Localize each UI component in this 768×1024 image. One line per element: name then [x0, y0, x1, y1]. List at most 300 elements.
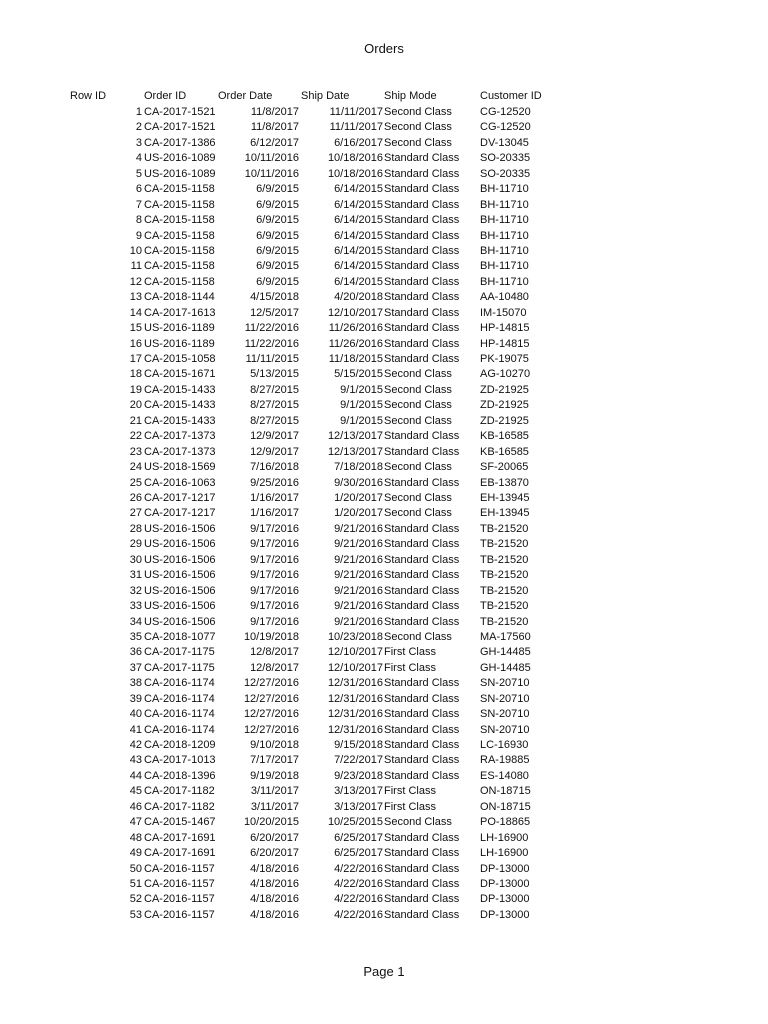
cell-ship-date: 6/16/2017 — [334, 137, 383, 149]
cell-customer-id: EH-13945 — [480, 492, 530, 504]
cell-customer-id: ES-14080 — [480, 770, 529, 782]
cell-row-id: 15 — [129, 322, 142, 334]
cell-ship-mode: Standard Class — [384, 893, 460, 905]
cell-order-id: CA-2015-1158 — [144, 183, 215, 195]
table-row — [0, 398, 768, 413]
cell-order-date: 9/25/2016 — [250, 477, 299, 489]
cell-ship-mode: Standard Class — [384, 909, 460, 921]
cell-row-id: 46 — [129, 801, 142, 813]
cell-ship-mode: Second Class — [384, 461, 452, 473]
cell-row-id: 10 — [129, 245, 142, 257]
cell-row-id: 28 — [129, 523, 142, 535]
table-row — [0, 846, 768, 861]
column-header-customer-id: Customer ID — [480, 90, 542, 102]
cell-ship-mode: Standard Class — [384, 230, 460, 242]
table-row — [0, 522, 768, 537]
table-row — [0, 738, 768, 753]
cell-ship-date: 6/14/2015 — [334, 245, 383, 257]
cell-row-id: 44 — [129, 770, 142, 782]
cell-row-id: 45 — [129, 785, 142, 797]
cell-order-date: 9/17/2016 — [250, 616, 299, 628]
cell-row-id: 27 — [129, 507, 142, 519]
cell-customer-id: BH-11710 — [480, 230, 529, 242]
table-row — [0, 182, 768, 197]
cell-ship-mode: Standard Class — [384, 878, 460, 890]
cell-customer-id: DP-13000 — [480, 863, 530, 875]
table-row — [0, 645, 768, 660]
cell-ship-mode: Standard Class — [384, 847, 460, 859]
cell-order-id: CA-2016-1174 — [144, 724, 215, 736]
cell-order-id: US-2016-1506 — [144, 523, 216, 535]
cell-order-id: CA-2016-1157 — [144, 893, 215, 905]
page-number: Page 1 — [363, 964, 405, 979]
cell-ship-date: 12/31/2016 — [327, 677, 383, 689]
cell-order-date: 6/9/2015 — [256, 260, 299, 272]
table-row — [0, 460, 768, 475]
cell-order-id: CA-2017-1175 — [144, 662, 215, 674]
cell-ship-date: 11/11/2017 — [329, 121, 383, 133]
cell-order-id: CA-2017-1373 — [144, 430, 216, 442]
cell-ship-date: 7/22/2017 — [334, 754, 383, 766]
table-row — [0, 506, 768, 521]
cell-order-date: 9/17/2016 — [250, 569, 299, 581]
cell-order-date: 12/27/2016 — [243, 724, 299, 736]
column-header-order-id: Order ID — [144, 90, 187, 102]
cell-ship-date: 9/1/2015 — [340, 399, 383, 411]
cell-ship-mode: Standard Class — [384, 430, 460, 442]
cell-row-id: 20 — [129, 399, 142, 411]
cell-order-date: 4/18/2016 — [250, 909, 299, 921]
cell-customer-id: AG-10270 — [480, 368, 531, 380]
table-row — [0, 229, 768, 244]
table-row — [0, 800, 768, 815]
cell-ship-mode: Standard Class — [384, 322, 460, 334]
cell-ship-mode: Standard Class — [384, 152, 460, 164]
cell-ship-mode: Standard Class — [384, 214, 460, 226]
cell-order-id: US-2016-1506 — [144, 569, 216, 581]
cell-customer-id: DP-13000 — [480, 909, 530, 921]
cell-row-id: 25 — [129, 477, 142, 489]
table-row — [0, 568, 768, 583]
cell-order-id: CA-2018-1077 — [144, 631, 216, 643]
cell-ship-mode: First Class — [384, 785, 436, 797]
cell-order-id: CA-2017-1217 — [144, 492, 216, 504]
cell-order-date: 4/18/2016 — [250, 893, 299, 905]
cell-ship-mode: Standard Class — [384, 677, 460, 689]
cell-ship-mode: Second Class — [384, 368, 452, 380]
cell-order-id: CA-2017-1182 — [144, 801, 215, 813]
cell-ship-mode: Standard Class — [384, 754, 460, 766]
cell-order-id: CA-2018-1144 — [144, 291, 215, 303]
cell-ship-date: 12/10/2017 — [327, 662, 383, 674]
table-row — [0, 105, 768, 120]
cell-row-id: 14 — [129, 307, 142, 319]
cell-row-id: 50 — [129, 863, 142, 875]
cell-order-id: CA-2015-1433 — [144, 399, 216, 411]
cell-ship-date: 1/20/2017 — [334, 492, 383, 504]
cell-row-id: 13 — [129, 291, 142, 303]
cell-order-date: 6/9/2015 — [256, 183, 299, 195]
table-row — [0, 367, 768, 382]
cell-order-date: 6/20/2017 — [250, 832, 299, 844]
cell-ship-date: 6/14/2015 — [334, 230, 383, 242]
cell-order-date: 12/27/2016 — [243, 677, 299, 689]
cell-ship-mode: First Class — [384, 662, 436, 674]
cell-ship-date: 7/18/2018 — [334, 461, 383, 473]
table-row — [0, 167, 768, 182]
cell-ship-mode: Standard Class — [384, 446, 460, 458]
cell-customer-id: PO-18865 — [480, 816, 531, 828]
cell-order-date: 9/17/2016 — [250, 600, 299, 612]
cell-customer-id: ON-18715 — [480, 801, 531, 813]
cell-row-id: 47 — [129, 816, 142, 828]
cell-order-id: CA-2016-1174 — [144, 708, 215, 720]
cell-customer-id: TB-21520 — [480, 538, 529, 550]
cell-row-id: 53 — [129, 909, 142, 921]
cell-ship-date: 9/21/2016 — [334, 600, 383, 612]
cell-ship-date: 9/21/2016 — [334, 523, 383, 535]
cell-order-date: 6/9/2015 — [256, 214, 299, 226]
cell-customer-id: GH-14485 — [480, 662, 531, 674]
cell-ship-date: 9/1/2015 — [340, 415, 383, 427]
cell-order-id: US-2016-1189 — [144, 338, 215, 350]
cell-row-id: 6 — [135, 183, 142, 195]
cell-ship-date: 9/23/2018 — [334, 770, 383, 782]
cell-ship-mode: Second Class — [384, 415, 452, 427]
cell-ship-mode: Standard Class — [384, 538, 460, 550]
cell-ship-date: 6/14/2015 — [334, 199, 383, 211]
cell-ship-date: 3/13/2017 — [334, 801, 383, 813]
cell-ship-mode: Standard Class — [384, 477, 460, 489]
cell-ship-date: 11/26/2016 — [328, 338, 383, 350]
cell-ship-date: 9/1/2015 — [340, 384, 383, 396]
cell-ship-mode: Standard Class — [384, 199, 460, 211]
cell-order-date: 10/11/2016 — [244, 168, 299, 180]
cell-customer-id: BH-11710 — [480, 276, 529, 288]
cell-ship-mode: Second Class — [384, 507, 452, 519]
cell-customer-id: TB-21520 — [480, 600, 529, 612]
cell-ship-date: 4/22/2016 — [334, 863, 383, 875]
cell-ship-mode: Standard Class — [384, 168, 460, 180]
cell-order-date: 9/10/2018 — [250, 739, 299, 751]
cell-order-id: CA-2017-1013 — [144, 754, 216, 766]
cell-ship-mode: Standard Class — [384, 708, 460, 720]
cell-order-id: CA-2017-1613 — [144, 307, 216, 319]
cell-order-date: 11/22/2016 — [244, 322, 299, 334]
cell-order-date: 12/5/2017 — [250, 307, 299, 319]
cell-ship-mode: Second Class — [384, 106, 452, 118]
cell-row-id: 2 — [135, 121, 142, 133]
cell-ship-date: 1/20/2017 — [334, 507, 383, 519]
cell-customer-id: KB-16585 — [480, 446, 529, 458]
cell-order-id: CA-2018-1209 — [144, 739, 216, 751]
cell-order-id: CA-2017-1691 — [144, 847, 216, 859]
cell-ship-mode: Standard Class — [384, 276, 460, 288]
table-row — [0, 352, 768, 367]
cell-order-id: CA-2015-1467 — [144, 816, 216, 828]
cell-ship-date: 6/14/2015 — [334, 214, 383, 226]
column-header-row-id: Row ID — [70, 90, 107, 102]
cell-order-id: CA-2016-1157 — [144, 878, 215, 890]
cell-customer-id: MA-17560 — [480, 631, 531, 643]
table-row — [0, 692, 768, 707]
cell-ship-date: 10/23/2018 — [327, 631, 383, 643]
cell-order-id: CA-2015-1433 — [144, 415, 216, 427]
cell-order-date: 6/9/2015 — [256, 245, 299, 257]
cell-order-id: US-2016-1089 — [144, 168, 216, 180]
cell-order-id: CA-2015-1158 — [144, 260, 215, 272]
cell-order-date: 6/9/2015 — [256, 230, 299, 242]
cell-customer-id: SN-20710 — [480, 724, 530, 736]
cell-order-id: US-2016-1506 — [144, 600, 216, 612]
cell-order-id: CA-2017-1373 — [144, 446, 216, 458]
cell-ship-date: 6/14/2015 — [334, 183, 383, 195]
cell-customer-id: IM-15070 — [480, 307, 527, 319]
cell-row-id: 5 — [135, 168, 142, 180]
table-row — [0, 676, 768, 691]
cell-order-date: 12/27/2016 — [243, 693, 299, 705]
cell-ship-date: 12/31/2016 — [327, 693, 383, 705]
cell-customer-id: ON-18715 — [480, 785, 531, 797]
cell-row-id: 33 — [129, 600, 142, 612]
cell-ship-mode: Second Class — [384, 816, 452, 828]
cell-order-date: 11/8/2017 — [250, 106, 299, 118]
cell-ship-mode: Standard Class — [384, 770, 460, 782]
cell-ship-mode: Standard Class — [384, 863, 460, 875]
cell-row-id: 48 — [129, 832, 142, 844]
table-row — [0, 769, 768, 784]
cell-ship-date: 10/25/2015 — [327, 816, 383, 828]
cell-row-id: 34 — [129, 616, 142, 628]
cell-row-id: 41 — [129, 724, 142, 736]
cell-order-id: CA-2017-1386 — [144, 137, 216, 149]
table-row — [0, 831, 768, 846]
cell-ship-date: 9/15/2018 — [334, 739, 383, 751]
cell-row-id: 17 — [129, 353, 142, 365]
cell-order-date: 11/8/2017 — [250, 121, 299, 133]
cell-customer-id: CG-12520 — [480, 121, 531, 133]
cell-order-id: US-2016-1089 — [144, 152, 216, 164]
table-row — [0, 537, 768, 552]
cell-row-id: 38 — [129, 677, 142, 689]
cell-ship-mode: First Class — [384, 646, 436, 658]
cell-ship-date: 11/18/2015 — [328, 353, 383, 365]
cell-order-date: 11/22/2016 — [244, 338, 299, 350]
table-row — [0, 321, 768, 336]
cell-order-date: 9/17/2016 — [250, 585, 299, 597]
table-row — [0, 244, 768, 259]
table-row — [0, 491, 768, 506]
cell-customer-id: LC-16930 — [480, 739, 529, 751]
table-row — [0, 784, 768, 799]
table-row — [0, 151, 768, 166]
table-row — [0, 198, 768, 213]
cell-order-id: CA-2015-1158 — [144, 276, 215, 288]
cell-order-id: US-2016-1506 — [144, 585, 216, 597]
cell-order-date: 10/19/2018 — [243, 631, 299, 643]
cell-ship-date: 9/21/2016 — [334, 538, 383, 550]
cell-ship-date: 6/14/2015 — [334, 276, 383, 288]
cell-row-id: 26 — [129, 492, 142, 504]
cell-order-date: 10/11/2016 — [244, 152, 299, 164]
cell-ship-date: 9/21/2016 — [334, 554, 383, 566]
page-title: Orders — [364, 41, 404, 56]
cell-customer-id: AA-10480 — [480, 291, 529, 303]
cell-customer-id: HP-14815 — [480, 338, 530, 350]
cell-order-date: 4/15/2018 — [250, 291, 299, 303]
table-row — [0, 275, 768, 290]
cell-customer-id: EH-13945 — [480, 507, 530, 519]
cell-ship-date: 4/20/2018 — [334, 291, 383, 303]
cell-ship-date: 12/13/2017 — [327, 430, 383, 442]
cell-order-id: CA-2015-1158 — [144, 199, 215, 211]
table-row — [0, 615, 768, 630]
table-row — [0, 429, 768, 444]
cell-customer-id: GH-14485 — [480, 646, 531, 658]
cell-customer-id: SF-20065 — [480, 461, 529, 473]
cell-order-id: CA-2016-1063 — [144, 477, 216, 489]
cell-customer-id: BH-11710 — [480, 183, 529, 195]
cell-order-id: CA-2016-1157 — [144, 909, 215, 921]
cell-ship-date: 6/14/2015 — [334, 260, 383, 272]
table-row — [0, 630, 768, 645]
cell-row-id: 11 — [130, 260, 142, 272]
table-row — [0, 862, 768, 877]
cell-ship-date: 4/22/2016 — [334, 893, 383, 905]
cell-order-id: CA-2017-1521 — [144, 121, 216, 133]
cell-order-id: CA-2016-1174 — [144, 693, 215, 705]
cell-order-date: 9/17/2016 — [250, 554, 299, 566]
table-row — [0, 290, 768, 305]
cell-row-id: 30 — [129, 554, 142, 566]
cell-row-id: 42 — [129, 739, 142, 751]
cell-customer-id: SO-20335 — [480, 152, 531, 164]
table-row — [0, 892, 768, 907]
cell-customer-id: TB-21520 — [480, 585, 529, 597]
cell-customer-id: BH-11710 — [480, 260, 529, 272]
cell-customer-id: TB-21520 — [480, 554, 529, 566]
cell-row-id: 40 — [129, 708, 142, 720]
cell-ship-mode: Standard Class — [384, 724, 460, 736]
table-row — [0, 213, 768, 228]
cell-order-id: CA-2017-1521 — [144, 106, 216, 118]
cell-ship-mode: Standard Class — [384, 245, 460, 257]
table-row — [0, 661, 768, 676]
cell-order-date: 12/9/2017 — [250, 446, 299, 458]
cell-ship-date: 12/10/2017 — [327, 646, 383, 658]
cell-ship-date: 9/21/2016 — [334, 616, 383, 628]
cell-order-id: CA-2017-1691 — [144, 832, 216, 844]
cell-ship-mode: Standard Class — [384, 554, 460, 566]
column-header-ship-date: Ship Date — [301, 90, 350, 102]
cell-row-id: 24 — [129, 461, 142, 473]
cell-order-date: 12/8/2017 — [250, 662, 299, 674]
table-row — [0, 383, 768, 398]
cell-ship-mode: Standard Class — [384, 832, 460, 844]
cell-ship-mode: Standard Class — [384, 693, 460, 705]
cell-order-id: CA-2017-1217 — [144, 507, 216, 519]
cell-customer-id: TB-21520 — [480, 569, 529, 581]
cell-row-id: 1 — [135, 106, 142, 118]
cell-row-id: 8 — [135, 214, 142, 226]
cell-ship-date: 11/26/2016 — [328, 322, 383, 334]
cell-order-date: 6/20/2017 — [250, 847, 299, 859]
cell-customer-id: KB-16585 — [480, 430, 529, 442]
cell-row-id: 31 — [129, 569, 142, 581]
table-row — [0, 753, 768, 768]
cell-order-date: 1/16/2017 — [250, 492, 299, 504]
table-row — [0, 815, 768, 830]
cell-row-id: 36 — [129, 646, 142, 658]
table-row — [0, 584, 768, 599]
cell-customer-id: ZD-21925 — [480, 399, 529, 411]
cell-customer-id: BH-11710 — [480, 245, 529, 257]
cell-row-id: 29 — [129, 538, 142, 550]
cell-order-id: CA-2015-1671 — [144, 368, 216, 380]
cell-ship-date: 9/21/2016 — [334, 569, 383, 581]
cell-customer-id: PK-19075 — [480, 353, 529, 365]
cell-ship-date: 10/18/2016 — [327, 168, 383, 180]
cell-order-id: CA-2017-1182 — [144, 785, 215, 797]
cell-customer-id: DP-13000 — [480, 878, 530, 890]
cell-row-id: 23 — [129, 446, 142, 458]
cell-ship-date: 6/25/2017 — [334, 832, 383, 844]
cell-order-id: CA-2015-1158 — [144, 214, 215, 226]
table-row — [0, 908, 768, 923]
cell-order-id: CA-2016-1174 — [144, 677, 215, 689]
cell-order-id: CA-2015-1058 — [144, 353, 216, 365]
cell-ship-mode: Second Class — [384, 399, 452, 411]
cell-ship-date: 12/31/2016 — [327, 724, 383, 736]
cell-ship-mode: Standard Class — [384, 183, 460, 195]
table-row — [0, 553, 768, 568]
cell-ship-date: 4/22/2016 — [334, 878, 383, 890]
cell-row-id: 9 — [135, 230, 142, 242]
cell-customer-id: EB-13870 — [480, 477, 529, 489]
table-row — [0, 445, 768, 460]
table-row — [0, 476, 768, 491]
cell-order-id: US-2018-1569 — [144, 461, 216, 473]
cell-ship-mode: Standard Class — [384, 569, 460, 581]
cell-row-id: 43 — [129, 754, 142, 766]
cell-order-date: 6/9/2015 — [256, 199, 299, 211]
cell-ship-mode: Second Class — [384, 137, 452, 149]
cell-ship-mode: Standard Class — [384, 338, 460, 350]
cell-order-date: 1/16/2017 — [250, 507, 299, 519]
cell-ship-date: 6/25/2017 — [334, 847, 383, 859]
cell-ship-mode: Standard Class — [384, 739, 460, 751]
cell-order-id: CA-2018-1396 — [144, 770, 216, 782]
table-row — [0, 707, 768, 722]
cell-customer-id: LH-16900 — [480, 847, 529, 859]
cell-order-date: 8/27/2015 — [250, 384, 299, 396]
cell-order-date: 9/17/2016 — [250, 523, 299, 535]
cell-order-date: 4/18/2016 — [250, 878, 299, 890]
cell-ship-mode: Standard Class — [384, 260, 460, 272]
table-row — [0, 414, 768, 429]
cell-row-id: 32 — [129, 585, 142, 597]
cell-ship-date: 5/15/2015 — [334, 368, 383, 380]
cell-row-id: 7 — [135, 199, 142, 211]
cell-order-id: CA-2016-1157 — [144, 863, 215, 875]
table-row — [0, 136, 768, 151]
cell-order-date: 6/9/2015 — [256, 276, 299, 288]
cell-ship-date: 12/10/2017 — [327, 307, 383, 319]
cell-customer-id: SO-20335 — [480, 168, 531, 180]
cell-order-date: 8/27/2015 — [250, 399, 299, 411]
cell-order-date: 3/11/2017 — [250, 801, 299, 813]
cell-row-id: 21 — [129, 415, 142, 427]
